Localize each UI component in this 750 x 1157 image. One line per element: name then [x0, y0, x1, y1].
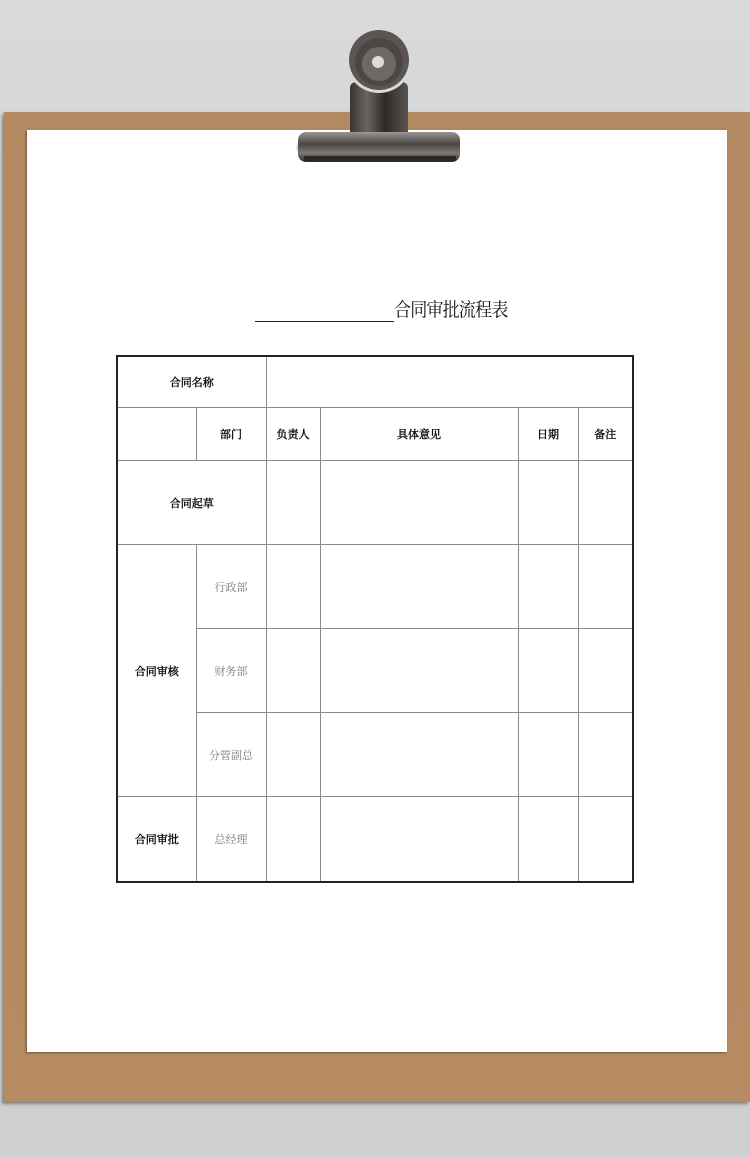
opinion-cell[interactable] [320, 713, 518, 797]
header-remark: 备注 [578, 408, 633, 461]
contract-name-field[interactable] [266, 356, 633, 408]
date-cell[interactable] [518, 713, 578, 797]
contract-name-label: 合同名称 [117, 356, 266, 408]
owner-cell[interactable] [266, 461, 320, 545]
date-cell[interactable] [518, 461, 578, 545]
binder-clip-icon [286, 20, 466, 175]
header-date: 日期 [518, 408, 578, 461]
table-row-review-admin [117, 545, 633, 629]
opinion-cell[interactable] [320, 545, 518, 629]
department-gm: 总经理 [196, 797, 266, 883]
date-cell[interactable] [518, 797, 578, 883]
header-opinion: 具体意见 [320, 408, 518, 461]
owner-cell[interactable] [266, 713, 320, 797]
header-department: 部门 [196, 408, 266, 461]
remark-cell[interactable] [578, 545, 633, 629]
table-header-row [117, 408, 633, 461]
stage-approve: 合同审批 [117, 797, 196, 883]
table-row-contract-name [117, 356, 633, 408]
header-stage [117, 408, 196, 461]
owner-cell[interactable] [266, 545, 320, 629]
opinion-cell[interactable] [320, 797, 518, 883]
table-row-approve [117, 797, 633, 883]
date-cell[interactable] [518, 629, 578, 713]
remark-cell[interactable] [578, 797, 633, 883]
remark-cell[interactable] [578, 713, 633, 797]
header-owner: 负责人 [266, 408, 320, 461]
remark-cell[interactable] [578, 461, 633, 545]
document-title [255, 290, 520, 322]
stage-draft: 合同起草 [117, 461, 266, 545]
opinion-cell[interactable] [320, 461, 518, 545]
title-blank-line [255, 293, 394, 322]
approval-table [116, 355, 634, 883]
opinion-cell[interactable] [320, 629, 518, 713]
date-cell[interactable] [518, 545, 578, 629]
owner-cell[interactable] [266, 629, 320, 713]
table-row-draft [117, 461, 633, 545]
department-finance: 财务部 [196, 629, 266, 713]
department-admin: 行政部 [196, 545, 266, 629]
stage-review: 合同审核 [117, 545, 196, 797]
remark-cell[interactable] [578, 629, 633, 713]
owner-cell[interactable] [266, 797, 320, 883]
title-text: 合同审批流程表 [394, 299, 508, 321]
department-vp: 分管副总 [196, 713, 266, 797]
